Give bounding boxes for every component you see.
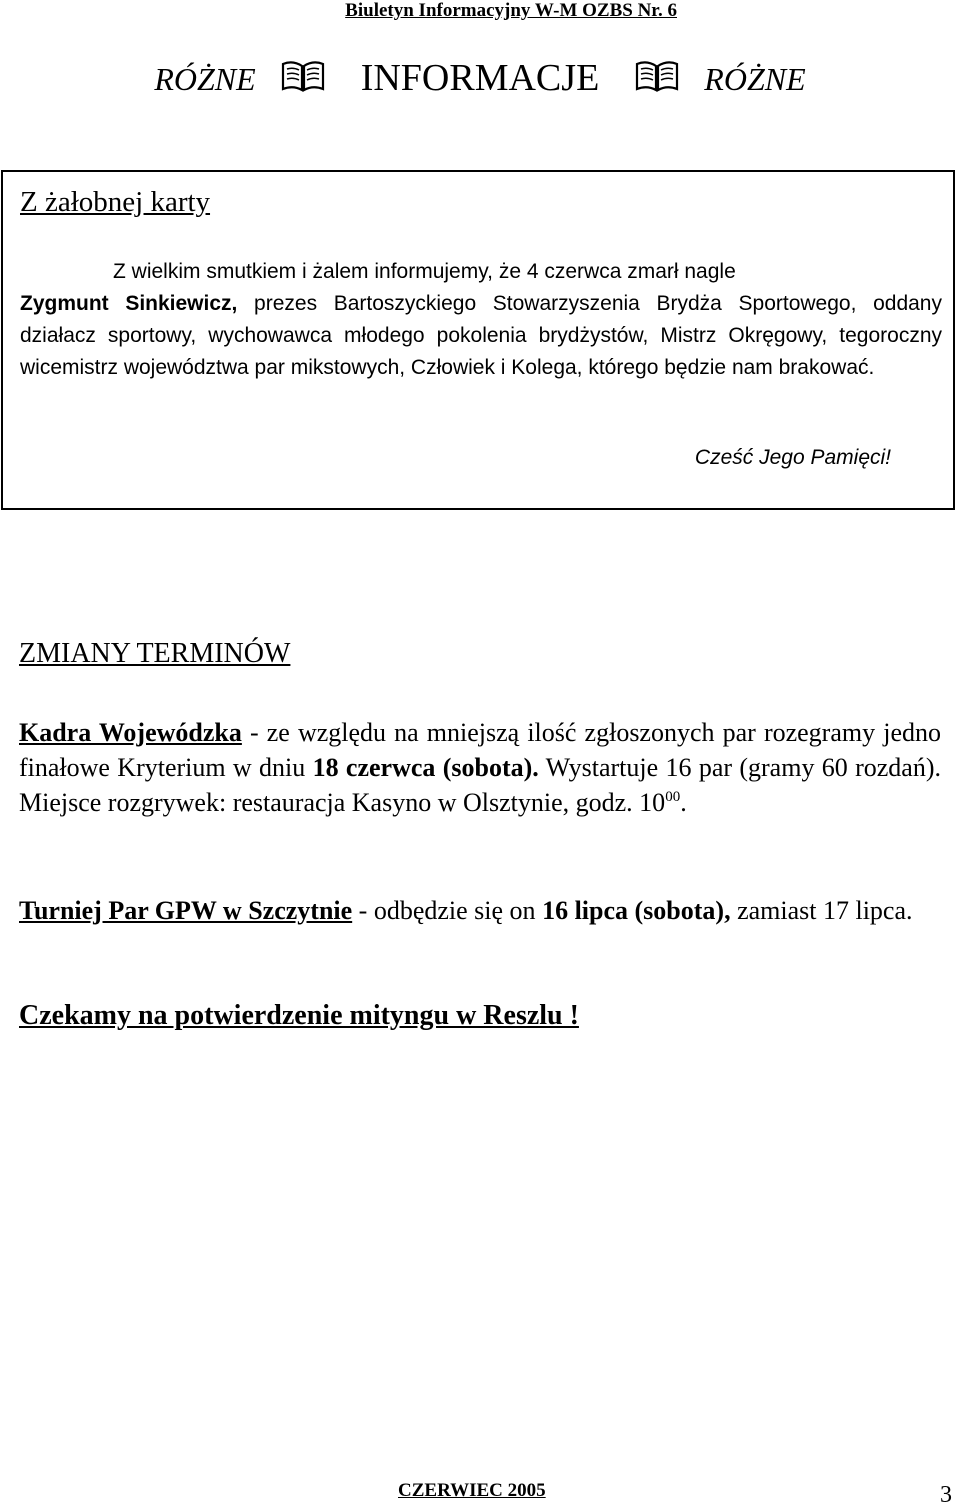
kadra-text-end: . — [680, 788, 687, 817]
gpw-date: 16 lipca (sobota), — [542, 896, 731, 925]
gpw-label: Turniej Par GPW w Szczytnie — [19, 896, 353, 925]
gpw-text-b: zamiast 17 lipca. — [730, 896, 913, 925]
kadra-time-superscript: 00 — [665, 789, 681, 805]
banner-title: INFORMACJE — [360, 57, 600, 99]
section-banner — [0, 52, 960, 108]
open-book-icon — [281, 56, 325, 108]
footer-month: CZERWIEC 2005 — [398, 1480, 546, 1501]
open-book-icon — [635, 56, 679, 108]
kadra-label: Kadra Wojewódzka — [19, 718, 242, 747]
obituary-intro: Z wielkim smutkiem i żalem informujemy, że 4 czerwca zmarł nagle — [113, 260, 736, 283]
banner-left-label: RÓŻNE — [154, 61, 256, 97]
kadra-text-b: Wystartuje 16 par (gramy 60 rozdań). Miejsce rozgrywek: restauracja Kasyno w Olsztynie, godz. 10 — [19, 753, 941, 817]
gpw-text-a: - odbędzie się on — [352, 896, 543, 925]
obituary-body: prezes Bartoszyckiego Stowarzyszenia Brydża Sportowego, oddany działacz sportowy, wychowawca młodego pokolenia brydżystów, Mistrz Okręgowy, tegoroczny wicemistrz województwa par mikstowych, Człowiek i Kolega, którego będzie nam brakować. — [20, 292, 942, 379]
obituary-text — [20, 256, 942, 384]
reszel-reminder: Czekamy na potwierdzenie mityngu w Reszlu ! — [19, 1000, 579, 1031]
running-header: Biuletyn Informacyjny W-M OZBS Nr. 6 — [345, 0, 677, 21]
obituary-title: Z żałobnej karty — [20, 186, 211, 218]
obituary-name: Zygmunt Sinkiewicz, — [20, 292, 238, 315]
kadra-paragraph — [19, 715, 941, 820]
page-number: 3 — [940, 1482, 952, 1508]
gpw-paragraph — [19, 893, 941, 928]
obituary-closing: Cześć Jego Pamięci! — [694, 446, 891, 469]
banner-right-label: RÓŻNE — [704, 61, 806, 97]
schedule-changes-heading: ZMIANY TERMINÓW — [19, 638, 291, 669]
kadra-text-a: - ze względu na mniejszą ilość zgłoszonych par rozegramy jedno finałowe Kryterium w dniu — [19, 718, 941, 782]
obituary-box — [1, 170, 955, 510]
kadra-date: 18 czerwca (sobota). — [312, 753, 539, 782]
